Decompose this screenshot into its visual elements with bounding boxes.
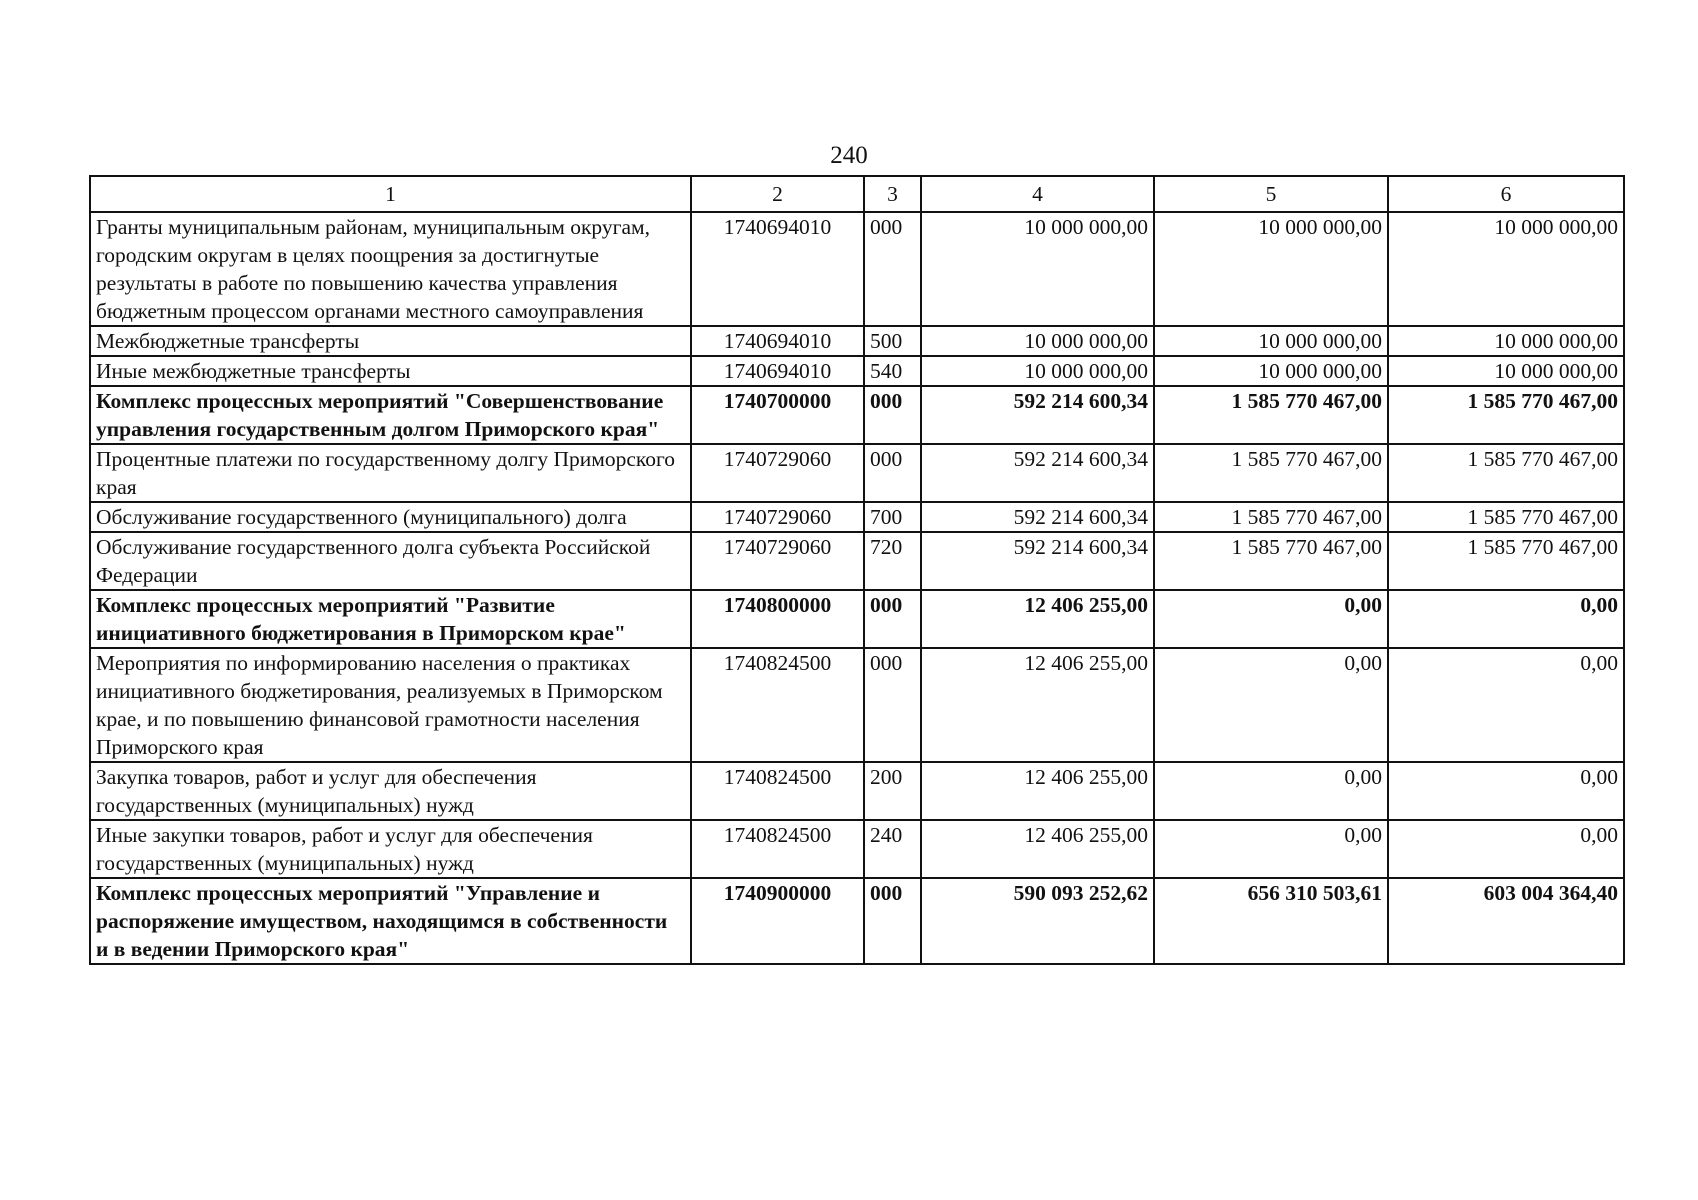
row-amount-5: 1 585 770 467,00	[1154, 444, 1388, 502]
row-amount-5: 0,00	[1154, 820, 1388, 878]
row-amount-6: 10 000 000,00	[1388, 326, 1624, 356]
table-row	[90, 532, 1624, 590]
row-amount-6: 0,00	[1388, 648, 1624, 762]
table-row	[90, 878, 1624, 964]
table-row	[90, 356, 1624, 386]
row-code: 1740800000	[691, 590, 864, 648]
row-amount-4: 10 000 000,00	[921, 326, 1154, 356]
row-name: Комплекс процессных мероприятий "Управление и распоряжение имуществом, находящимся в собственности и в ведении Приморского края"	[90, 878, 691, 964]
row-code: 1740824500	[691, 820, 864, 878]
budget-table	[89, 175, 1625, 965]
row-amount-4: 10 000 000,00	[921, 212, 1154, 326]
row-vr: 540	[864, 356, 921, 386]
row-name: Обслуживание государственного (муниципального) долга	[90, 502, 691, 532]
row-name: Процентные платежи по государственному долгу Приморского края	[90, 444, 691, 502]
row-name: Иные межбюджетные трансферты	[90, 356, 691, 386]
row-name: Закупка товаров, работ и услуг для обеспечения государственных (муниципальных) нужд	[90, 762, 691, 820]
row-vr: 500	[864, 326, 921, 356]
row-amount-5: 656 310 503,61	[1154, 878, 1388, 964]
row-code: 1740694010	[691, 212, 864, 326]
row-vr: 720	[864, 532, 921, 590]
table-row	[90, 590, 1624, 648]
row-amount-6: 1 585 770 467,00	[1388, 386, 1624, 444]
row-amount-6: 0,00	[1388, 590, 1624, 648]
row-name: Обслуживание государственного долга субъекта Российской Федерации	[90, 532, 691, 590]
row-code: 1740694010	[691, 326, 864, 356]
table-row	[90, 444, 1624, 502]
row-code: 1740729060	[691, 532, 864, 590]
row-amount-4: 592 214 600,34	[921, 444, 1154, 502]
header-col-4: 4	[921, 176, 1154, 212]
row-amount-6: 10 000 000,00	[1388, 356, 1624, 386]
row-amount-5: 10 000 000,00	[1154, 356, 1388, 386]
row-amount-4: 10 000 000,00	[921, 356, 1154, 386]
table-row	[90, 326, 1624, 356]
row-amount-6: 1 585 770 467,00	[1388, 444, 1624, 502]
row-amount-4: 592 214 600,34	[921, 386, 1154, 444]
row-code: 1740729060	[691, 444, 864, 502]
row-amount-6: 603 004 364,40	[1388, 878, 1624, 964]
row-amount-4: 590 093 252,62	[921, 878, 1154, 964]
header-col-3: 3	[864, 176, 921, 212]
row-vr: 700	[864, 502, 921, 532]
row-amount-4: 12 406 255,00	[921, 648, 1154, 762]
page-number: 240	[830, 142, 868, 169]
row-amount-5: 1 585 770 467,00	[1154, 502, 1388, 532]
row-amount-5: 10 000 000,00	[1154, 212, 1388, 326]
row-name: Комплекс процессных мероприятий "Развитие инициативного бюджетирования в Приморском крае"	[90, 590, 691, 648]
row-name: Мероприятия по информированию населения о практиках инициативного бюджетирования, реализуемых в Приморском крае, и по повышению финансовой грамотности населения Приморского края	[90, 648, 691, 762]
row-amount-6: 0,00	[1388, 762, 1624, 820]
header-col-6: 6	[1388, 176, 1624, 212]
row-vr: 200	[864, 762, 921, 820]
table-row	[90, 648, 1624, 762]
row-name: Комплекс процессных мероприятий "Совершенствование управления государственным долгом Приморского края"	[90, 386, 691, 444]
row-code: 1740824500	[691, 762, 864, 820]
row-amount-4: 592 214 600,34	[921, 502, 1154, 532]
header-col-1: 1	[90, 176, 691, 212]
row-amount-4: 12 406 255,00	[921, 590, 1154, 648]
row-amount-5: 0,00	[1154, 762, 1388, 820]
header-col-2: 2	[691, 176, 864, 212]
row-amount-5: 1 585 770 467,00	[1154, 532, 1388, 590]
table-row	[90, 386, 1624, 444]
table-header-row	[90, 176, 1624, 212]
row-name: Межбюджетные трансферты	[90, 326, 691, 356]
row-code: 1740694010	[691, 356, 864, 386]
row-amount-4: 12 406 255,00	[921, 820, 1154, 878]
row-vr: 000	[864, 444, 921, 502]
row-amount-4: 12 406 255,00	[921, 762, 1154, 820]
row-name: Иные закупки товаров, работ и услуг для обеспечения государственных (муниципальных) нужд	[90, 820, 691, 878]
row-vr: 000	[864, 878, 921, 964]
table-row	[90, 212, 1624, 326]
row-vr: 000	[864, 386, 921, 444]
row-amount-4: 592 214 600,34	[921, 532, 1154, 590]
table-row	[90, 502, 1624, 532]
row-code: 1740824500	[691, 648, 864, 762]
table-row	[90, 762, 1624, 820]
header-col-5: 5	[1154, 176, 1388, 212]
row-vr: 240	[864, 820, 921, 878]
row-vr: 000	[864, 212, 921, 326]
row-amount-5: 10 000 000,00	[1154, 326, 1388, 356]
row-amount-5: 0,00	[1154, 590, 1388, 648]
row-vr: 000	[864, 590, 921, 648]
row-amount-6: 10 000 000,00	[1388, 212, 1624, 326]
row-name: Гранты муниципальным районам, муниципальным округам, городским округам в целях поощрения за достигнутые результаты в работе по повышению качества управления бюджетным процессом органами местного самоуправления	[90, 212, 691, 326]
row-code: 1740729060	[691, 502, 864, 532]
row-amount-6: 1 585 770 467,00	[1388, 502, 1624, 532]
row-vr: 000	[864, 648, 921, 762]
table-row	[90, 820, 1624, 878]
row-code: 1740700000	[691, 386, 864, 444]
row-amount-5: 1 585 770 467,00	[1154, 386, 1388, 444]
row-code: 1740900000	[691, 878, 864, 964]
row-amount-6: 1 585 770 467,00	[1388, 532, 1624, 590]
row-amount-5: 0,00	[1154, 648, 1388, 762]
row-amount-6: 0,00	[1388, 820, 1624, 878]
